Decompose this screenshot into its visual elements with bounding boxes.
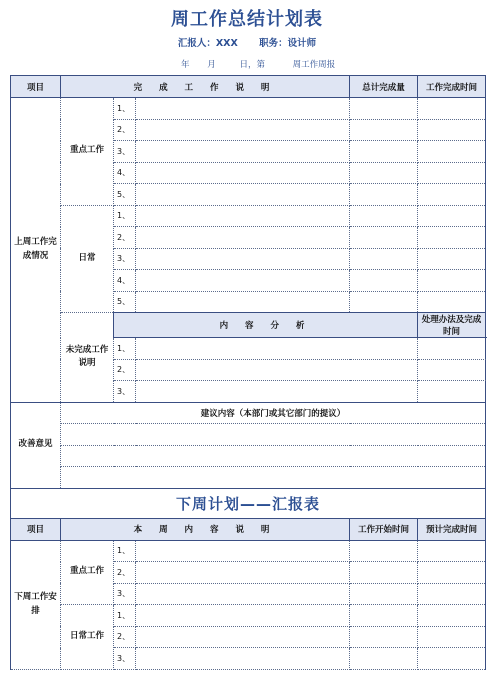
date-line bbox=[181, 58, 335, 70]
time-cell[interactable] bbox=[418, 248, 486, 270]
plan-end-cell[interactable] bbox=[418, 605, 486, 627]
work-desc-cell[interactable] bbox=[136, 162, 350, 184]
daily-label: 日常 bbox=[61, 205, 114, 313]
row-number: 5、 bbox=[114, 184, 136, 206]
plan-start-cell[interactable] bbox=[350, 648, 418, 670]
date-year: 年 bbox=[181, 60, 190, 70]
key-work-label: 重点工作 bbox=[61, 98, 114, 206]
col-desc-header: 完 成 工 作 说 明 bbox=[61, 76, 350, 98]
last-week-section-label: 上周工作完成情况 bbox=[11, 98, 61, 403]
plan-col-desc-header: 本 周 内 容 说 明 bbox=[61, 518, 350, 540]
time-cell[interactable] bbox=[418, 184, 486, 206]
plan-col-item-header: 项目 bbox=[11, 518, 61, 540]
col-item-header: 项目 bbox=[11, 76, 61, 98]
plan-start-cell[interactable] bbox=[350, 626, 418, 648]
col-time-header: 工作完成时间 bbox=[418, 76, 486, 98]
plan-desc-cell[interactable] bbox=[136, 648, 350, 670]
plan-daily-label: 日常工作 bbox=[61, 605, 114, 670]
qty-cell[interactable] bbox=[350, 162, 418, 184]
qty-cell[interactable] bbox=[350, 205, 418, 227]
row-number: 3、 bbox=[114, 248, 136, 270]
qty-cell[interactable] bbox=[350, 141, 418, 163]
work-desc-cell[interactable] bbox=[136, 248, 350, 270]
time-cell[interactable] bbox=[418, 98, 486, 120]
analysis-cell[interactable] bbox=[136, 381, 418, 403]
row-number: 2、 bbox=[114, 119, 136, 141]
analysis-cell[interactable] bbox=[136, 338, 418, 360]
qty-cell[interactable] bbox=[350, 119, 418, 141]
plan-key-work-label: 重点工作 bbox=[61, 540, 114, 605]
analysis-header: 内 容 分 析 bbox=[114, 313, 418, 338]
row-number: 3、 bbox=[114, 648, 136, 670]
plan-start-cell[interactable] bbox=[350, 605, 418, 627]
col-qty-header: 总计完成量 bbox=[350, 76, 418, 98]
qty-cell[interactable] bbox=[350, 248, 418, 270]
work-desc-cell[interactable] bbox=[136, 119, 350, 141]
plan-desc-cell[interactable] bbox=[136, 605, 350, 627]
unfinished-label: 未完成工作说明 bbox=[61, 313, 114, 403]
work-desc-cell[interactable] bbox=[136, 227, 350, 249]
plan-desc-cell[interactable] bbox=[136, 562, 350, 584]
plan-end-cell[interactable] bbox=[418, 648, 486, 670]
qty-cell[interactable] bbox=[350, 291, 418, 313]
row-number: 1、 bbox=[114, 540, 136, 562]
qty-cell[interactable] bbox=[350, 184, 418, 206]
plan-end-cell[interactable] bbox=[418, 562, 486, 584]
work-desc-cell[interactable] bbox=[136, 205, 350, 227]
row-number: 1、 bbox=[114, 338, 136, 360]
time-cell[interactable] bbox=[418, 270, 486, 292]
row-number: 3、 bbox=[114, 583, 136, 605]
qty-cell[interactable] bbox=[350, 98, 418, 120]
row-number: 4、 bbox=[114, 162, 136, 184]
row-number: 2、 bbox=[114, 562, 136, 584]
handling-header: 处理办法及完成时间 bbox=[418, 313, 486, 338]
work-desc-cell[interactable] bbox=[136, 98, 350, 120]
row-number: 1、 bbox=[114, 205, 136, 227]
time-cell[interactable] bbox=[418, 141, 486, 163]
analysis-cell[interactable] bbox=[136, 359, 418, 381]
work-desc-cell[interactable] bbox=[136, 184, 350, 206]
suggestion-cell[interactable] bbox=[61, 424, 486, 446]
row-number: 2、 bbox=[114, 626, 136, 648]
improve-label: 改善意见 bbox=[11, 402, 61, 488]
handling-cell[interactable] bbox=[418, 381, 486, 403]
time-cell[interactable] bbox=[418, 291, 486, 313]
plan-desc-cell[interactable] bbox=[136, 540, 350, 562]
next-week-title: 下周计划——汇报表 bbox=[11, 488, 486, 518]
time-cell[interactable] bbox=[418, 162, 486, 184]
time-cell[interactable] bbox=[418, 119, 486, 141]
plan-end-cell[interactable] bbox=[418, 583, 486, 605]
suggestion-header: 建议内容（本部门或其它部门的提议） bbox=[61, 402, 486, 424]
qty-cell[interactable] bbox=[350, 270, 418, 292]
plan-col-end-header: 预计完成时间 bbox=[418, 518, 486, 540]
page-title: 周工作总结计划表 bbox=[171, 9, 323, 30]
date-day: 日，第 bbox=[239, 60, 265, 70]
reporter-line bbox=[0, 35, 494, 49]
plan-col-start-header: 工作开始时间 bbox=[350, 518, 418, 540]
plan-desc-cell[interactable] bbox=[136, 626, 350, 648]
row-number: 1、 bbox=[114, 605, 136, 627]
plan-end-cell[interactable] bbox=[418, 626, 486, 648]
plan-start-cell[interactable] bbox=[350, 562, 418, 584]
row-number: 1、 bbox=[114, 98, 136, 120]
position-label: 职务：设计师 bbox=[259, 38, 317, 49]
plan-start-cell[interactable] bbox=[350, 583, 418, 605]
plan-start-cell[interactable] bbox=[350, 540, 418, 562]
time-cell[interactable] bbox=[418, 227, 486, 249]
qty-cell[interactable] bbox=[350, 227, 418, 249]
row-number: 3、 bbox=[114, 381, 136, 403]
handling-cell[interactable] bbox=[418, 359, 486, 381]
row-number: 2、 bbox=[114, 359, 136, 381]
handling-cell[interactable] bbox=[418, 338, 486, 360]
suggestion-cell[interactable] bbox=[61, 445, 486, 467]
plan-end-cell[interactable] bbox=[418, 540, 486, 562]
time-cell[interactable] bbox=[418, 205, 486, 227]
work-desc-cell[interactable] bbox=[136, 270, 350, 292]
row-number: 5、 bbox=[114, 291, 136, 313]
report-table bbox=[10, 75, 486, 670]
date-week: 周工作周报 bbox=[292, 60, 336, 70]
date-month: 月 bbox=[207, 60, 216, 70]
plan-desc-cell[interactable] bbox=[136, 583, 350, 605]
row-number: 4、 bbox=[114, 270, 136, 292]
work-desc-cell[interactable] bbox=[136, 291, 350, 313]
row-number: 2、 bbox=[114, 227, 136, 249]
reporter-label: 汇报人：XXX bbox=[177, 38, 238, 49]
suggestion-cell[interactable] bbox=[61, 467, 486, 489]
next-week-section-label: 下周工作安排 bbox=[11, 540, 61, 669]
row-number: 3、 bbox=[114, 141, 136, 163]
work-desc-cell[interactable] bbox=[136, 141, 350, 163]
